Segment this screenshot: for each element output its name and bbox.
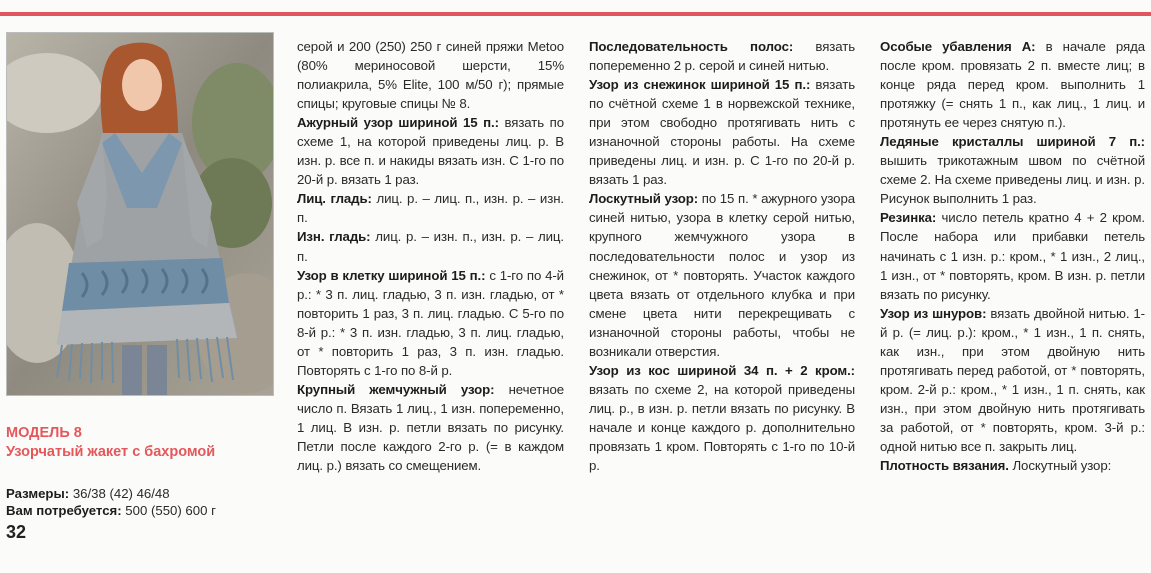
paragraph-heading: Узор из кос шириной 34 п. + 2 кром.:: [589, 362, 855, 378]
model-title: МОДЕЛЬ 8: [6, 425, 82, 441]
model-subtitle: Узорчатый жакет с бахромой: [6, 444, 216, 460]
sizes-line: [6, 485, 272, 502]
paragraph-text: по 15 п. * ажурного узора синей нитью, узора в клетку серой нитью, крупного жемчужного узора в последовательности полос и узор из снежинок, от * повторять. Участок каждого цвета вязать от отдельного клубка и при смене цвета нити перекрещивать с изнаночной стороны работы, чтобы не возникали отверстия.: [589, 191, 855, 359]
text-column-3: [880, 37, 1145, 475]
model-photo: [6, 32, 274, 396]
paragraph: [880, 456, 1145, 475]
paragraph: [297, 189, 564, 227]
paragraph-text: вязать по счётной схеме 1 в норвежской технике, при этом свободно протягивать нить с изнаночной стороны работы. На схеме приведены лиц. и изн. р. С 1-го по 20-й р. вязать 1 раз.: [589, 77, 856, 188]
paragraph: [297, 380, 564, 475]
paragraph: [589, 37, 855, 75]
paragraph-heading: Ажурный узор шириной 15 п.:: [297, 115, 499, 131]
paragraph-text: серой и 200 (250) 250 г синей пряжи Metoo (80% мериносовой шерсти, 15% полиакрила, 5% Elite, 100 м/50 г); прямые спицы; круговые спицы № 8.: [297, 39, 564, 112]
paragraph-heading: Крупный жемчужный узор:: [297, 381, 495, 397]
paragraph: [297, 227, 564, 265]
paragraph-text: Лоскутный узор:: [1008, 458, 1112, 474]
paragraph: [297, 37, 564, 113]
paragraph-text: нечетное число п. Вязать 1 лиц., 1 изн. попеременно, 1 лиц. В изн. р. петли вязать по рисунку. Петли после каждого 2-го р. (= в каждом лиц. р.) вязать со смещением.: [297, 381, 564, 474]
text-column-1: [297, 37, 564, 475]
paragraph-text: вязать по схеме 1, на которой приведены лиц. р. В изн. р. все п. и накиды вязать изн. С 1-го по 20-й р. вязать 1 раз.: [297, 115, 564, 188]
paragraph: [297, 113, 564, 189]
paragraph-heading: Лиц. гладь:: [297, 191, 372, 207]
needs-line: [6, 502, 272, 519]
paragraph: [589, 75, 855, 189]
needs-label: Вам потребуется:: [6, 503, 122, 518]
materials-info: [6, 485, 272, 519]
paragraph: [880, 37, 1145, 132]
paragraph-text: число петель кратно 4 + 2 кром. После набора или прибавки петель начинать с 1 изн. р.: кром., * 1 изн., 2 лиц., 1 изн., от * повторять, кром. В изн. р. петли вязать по рисунку.: [880, 210, 1145, 302]
paragraph: [880, 304, 1145, 456]
paragraph-heading: Особые убавления А:: [880, 39, 1036, 54]
paragraph: [880, 208, 1145, 303]
paragraph-heading: Узор из снежинок шириной 15 п.:: [589, 77, 811, 93]
paragraph-heading: Плотность вязания.: [880, 458, 1009, 474]
paragraph: [589, 361, 855, 475]
paragraph-heading: Последовательность полос:: [589, 39, 794, 54]
top-rule: [0, 12, 1151, 16]
paragraph-text: в начале ряда после кром. провязать 2 п. вместе лиц; в конце ряда перед кром. выполнить 1 протяжку (= снять 1 п., как лиц., 1 лиц. и протянуть ее через снятую п.).: [880, 39, 1145, 131]
paragraph: [880, 132, 1145, 208]
page-number: 32: [6, 522, 27, 542]
paragraph-text: вязать попеременно 2 р. серой и синей нитью.: [589, 39, 855, 74]
paragraph: [589, 189, 855, 360]
sizes-value: 36/38 (42) 46/48: [69, 486, 170, 501]
paragraph-heading: Изн. гладь:: [297, 229, 371, 245]
paragraph-text: вязать двойной нитью. 1-й р. (= лиц. р.): кром., * 1 изн., 1 п. снять, как изн., при этом двойную нить протягивать перед работой, от * повторять, кром. 2-й р.: кром., * 1 изн., 1 п. снять, как изн., при этом двойную нить протягивать за работой, от * повторять, кром. 3-й р.: одной нитью все п. закрыть лиц.: [880, 305, 1145, 454]
paragraph-heading: Резинка:: [880, 210, 937, 226]
model-photo-illustration: [7, 33, 273, 395]
sizes-label: Размеры:: [6, 486, 70, 501]
paragraph: [297, 266, 564, 380]
paragraph-heading: Лоскутный узор:: [589, 191, 699, 207]
text-column-2: [589, 37, 855, 475]
paragraph-text: вышить трикотажным швом по счётной схеме 2. На схеме приведены лиц. и изн. р. Рисунок выполнить 1 раз.: [880, 153, 1145, 207]
paragraph-text: лиц. р. – изн. п., изн. р. – лиц. п.: [297, 229, 564, 264]
needs-value: 500 (550) 600 г: [121, 503, 216, 518]
paragraph-heading: Узор в клетку шириной 15 п.:: [297, 267, 486, 283]
paragraph-heading: Ледяные кристаллы шириной 7 п.:: [880, 134, 1145, 150]
paragraph-heading: Узор из шнуров:: [880, 305, 987, 321]
paragraph-text: вязать по схеме 2, на которой приведены лиц. р., в изн. р. петли вязать по рисунку. В начале и конце каждого р. дополнительно провязать 1 кром. Повторять с 1-го по 10-й р.: [589, 381, 855, 474]
paragraph-text: лиц. р. – лиц. п., изн. р. – изн. п.: [297, 191, 564, 226]
paragraph-text: с 1-го по 4-й р.: * 3 п. лиц. гладью, 3 п. изн. гладью, от * повторить 1 раз, 3 п. лиц. гладью. С 5-го по 8-й р.: * 3 п. изн. гладью, 3 п. лиц. гладью, от * повторить 1 раз, 3 п. изн. гладью. Повторять с 1-го по 8-й р.: [297, 267, 564, 378]
